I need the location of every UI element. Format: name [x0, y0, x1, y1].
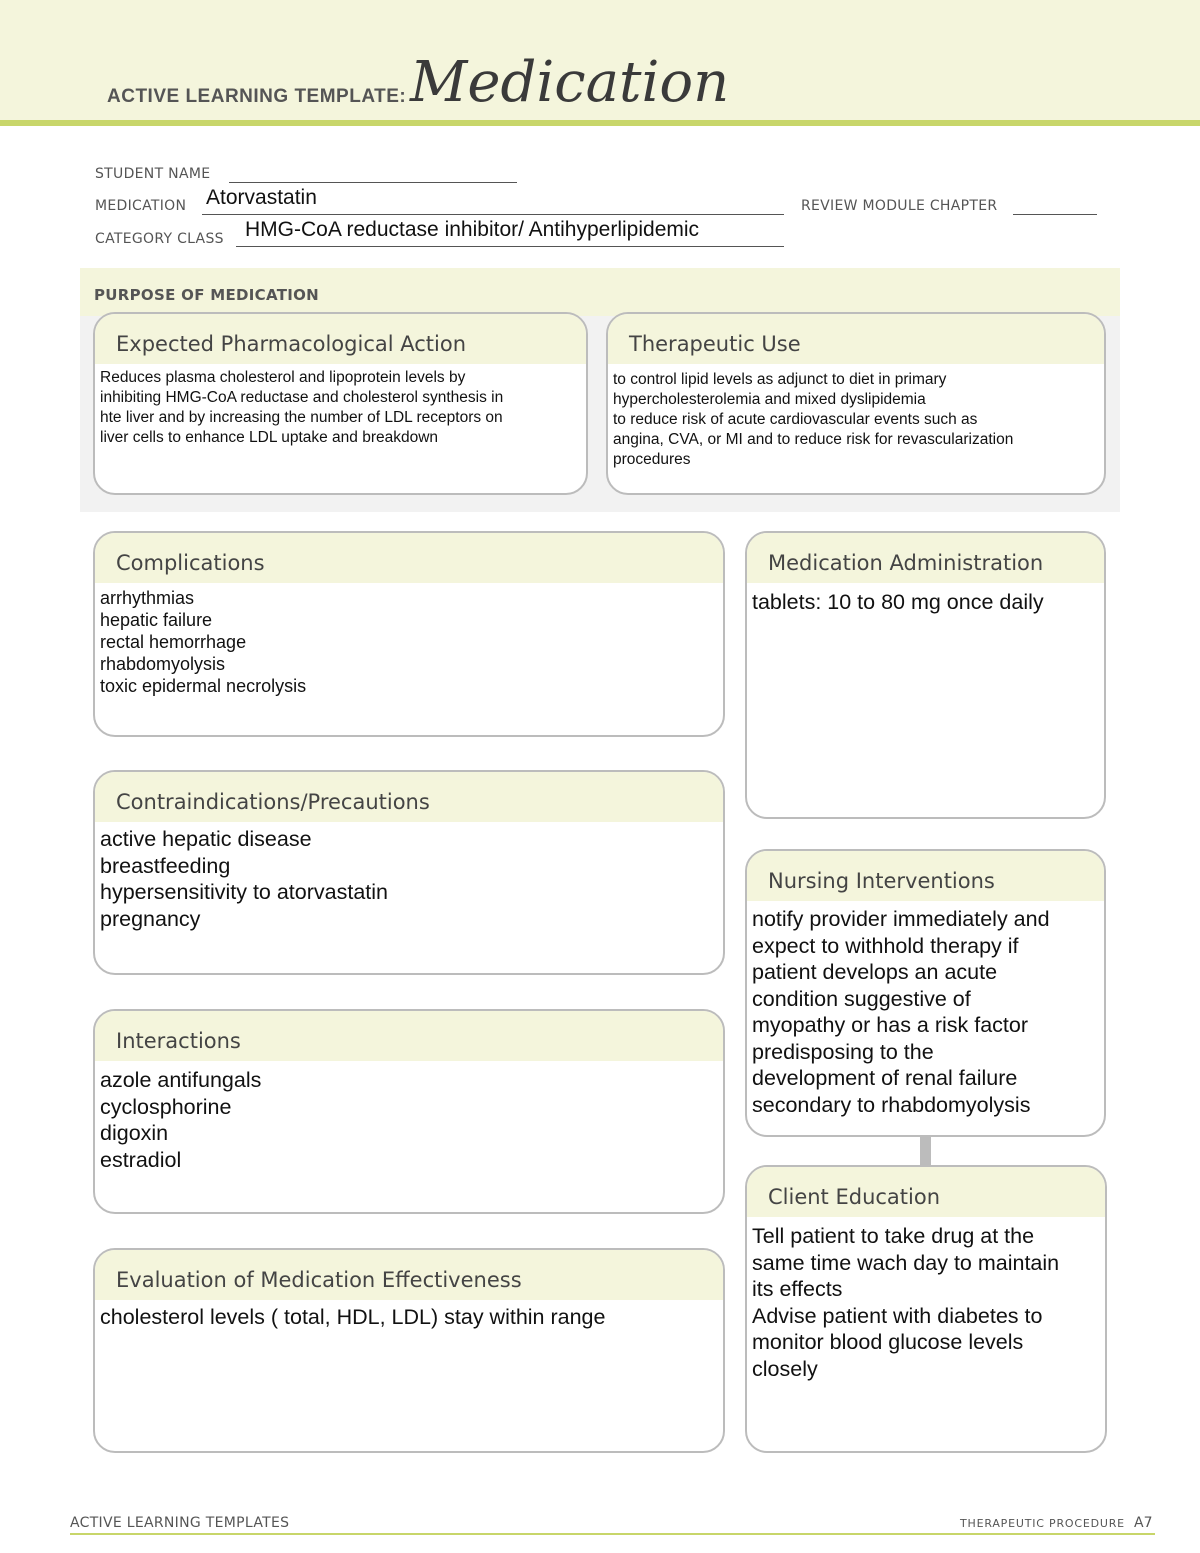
evaluation-card [93, 1248, 725, 1453]
review-module-line [1013, 214, 1097, 215]
template-label: ACTIVE LEARNING TEMPLATE: [107, 86, 407, 107]
medication-administration-title: Medication Administration [747, 533, 1104, 583]
purpose-label: PURPOSE OF MEDICATION [94, 286, 320, 304]
header-divider [0, 120, 1200, 126]
complications-card [93, 531, 725, 737]
medication-administration-card [745, 531, 1106, 819]
medication-label: MEDICATION [95, 198, 187, 214]
client-education-card [745, 1165, 1107, 1453]
footer-right-text: THERAPEUTIC PROCEDURE [960, 1517, 1125, 1530]
contraindications-title: Contraindications/Precautions [95, 772, 723, 822]
review-module-label: REVIEW MODULE CHAPTER [801, 198, 998, 214]
medication-line [202, 214, 784, 215]
footer-left-text: ACTIVE LEARNING TEMPLATES [70, 1515, 290, 1531]
medication-administration-text[interactable]: tablets: 10 to 80 mg once daily [752, 590, 1044, 614]
nursing-interventions-text[interactable]: notify provider immediately and expect to withhold therapy if patient develops an acute condition suggestive of myopathy or has a risk factor predisposing to the development of renal failure secondary to rhabdomyolysis [752, 907, 1050, 1117]
category-class-label: CATEGORY CLASS [95, 231, 224, 247]
expected-action-text[interactable]: Reduces plasma cholesterol and lipoprotein levels by inhibiting HMG-CoA reductase and cholesterol synthesis in hte liver and by increasing the number of LDL receptors on liver cells to enhance LDL uptake and breakdown [100, 369, 504, 446]
evaluation-text[interactable]: cholesterol levels ( total, HDL, LDL) stay within range [100, 1305, 606, 1329]
contraindications-text[interactable]: active hepatic disease breastfeeding hypersensitivity to atorvastatin pregnancy [100, 827, 388, 931]
category-class-field[interactable]: HMG-CoA reductase inhibitor/ Antihyperlipidemic [245, 218, 700, 241]
expected-action-title: Expected Pharmacological Action [95, 314, 586, 364]
page-title: Medication [410, 50, 730, 115]
student-name-label: STUDENT NAME [95, 166, 211, 182]
contraindications-card [93, 770, 725, 975]
category-class-line [236, 246, 784, 247]
card-connector [920, 1135, 931, 1167]
interactions-card [93, 1009, 725, 1214]
client-education-title: Client Education [747, 1167, 1105, 1217]
interactions-title: Interactions [95, 1011, 723, 1061]
footer-divider [70, 1533, 1155, 1535]
evaluation-title: Evaluation of Medication Effectiveness [95, 1250, 723, 1300]
complications-text[interactable]: arrhythmias hepatic failure rectal hemorrhage rhabdomyolysis toxic epidermal necrolysis [100, 588, 307, 696]
expected-action-card [93, 312, 588, 495]
therapeutic-use-text[interactable]: to control lipid levels as adjunct to diet in primary hypercholesterolemia and mixed dyslipidemia to reduce risk of acute cardiovascular events such as angina, CVA, or MI and to reduce risk for revascularization procedures [613, 371, 1014, 468]
nursing-interventions-card [745, 849, 1106, 1137]
therapeutic-use-title: Therapeutic Use [608, 314, 1104, 364]
student-name-line [229, 182, 517, 183]
complications-title: Complications [95, 533, 723, 583]
medication-field[interactable]: Atorvastatin [206, 186, 317, 209]
client-education-text[interactable]: Tell patient to take drug at the same time wach day to maintain its effects Advise patient with diabetes to monitor blood glucose levels closely [752, 1224, 1060, 1381]
therapeutic-use-card [606, 312, 1106, 495]
page-number: A7 [1134, 1515, 1153, 1531]
nursing-interventions-title: Nursing Interventions [747, 851, 1104, 901]
interactions-text[interactable]: azole antifungals cyclosphorine digoxin estradiol [100, 1068, 262, 1172]
